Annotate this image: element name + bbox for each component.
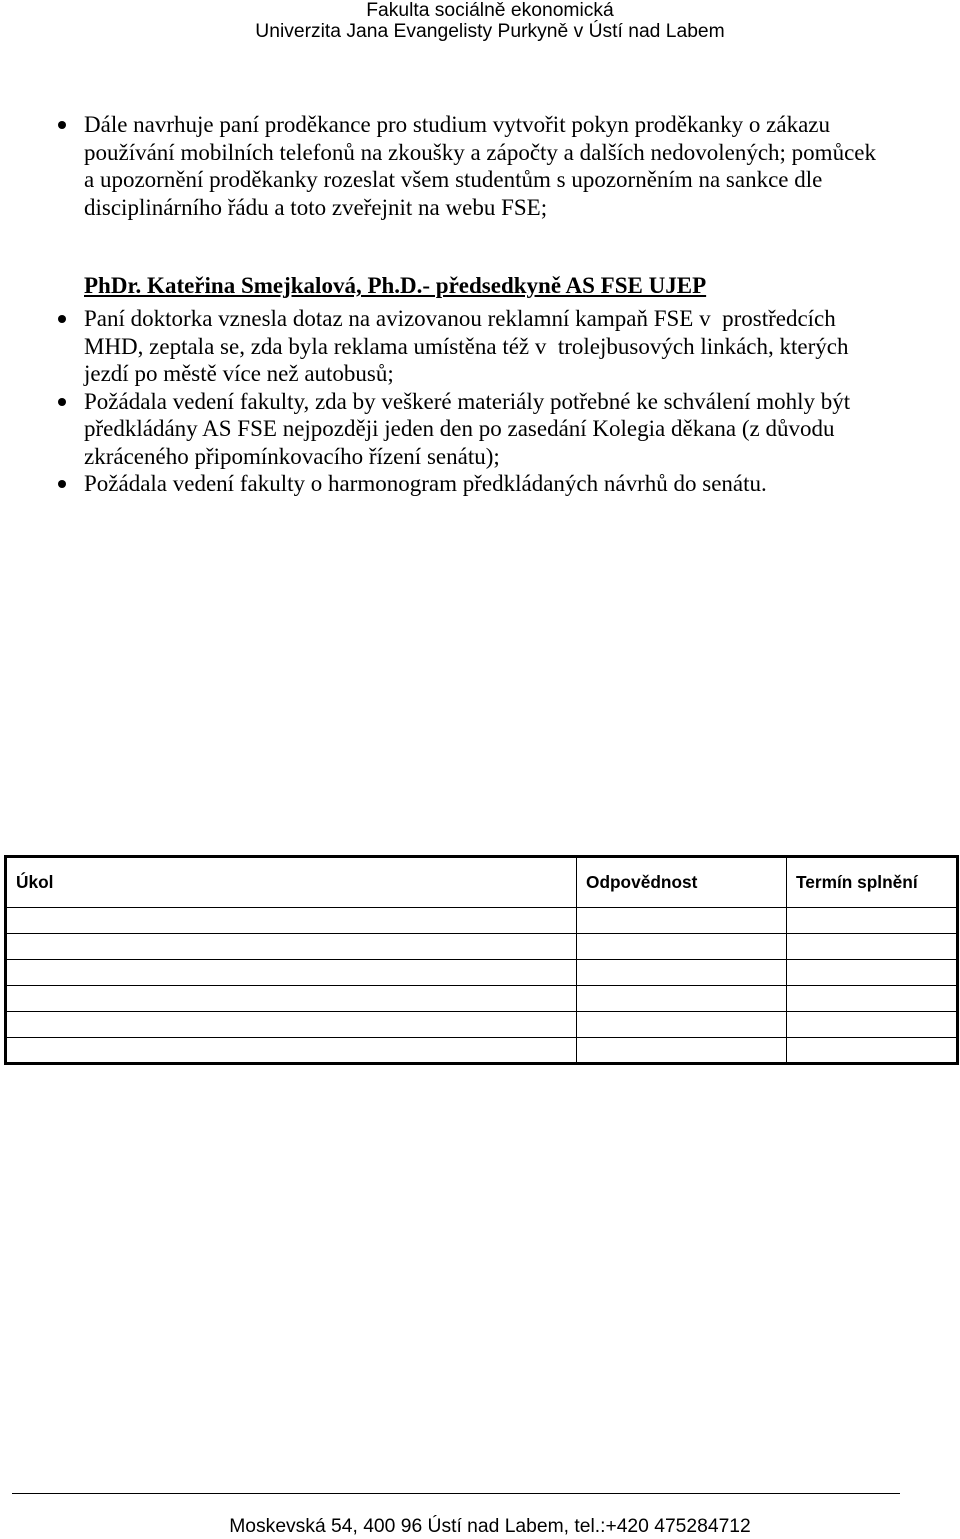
- table-header-row: [6, 857, 958, 908]
- table-cell: [787, 960, 958, 986]
- list-item: [84, 470, 850, 498]
- footer-divider: [12, 1493, 900, 1494]
- column-header-task: Úkol: [6, 857, 577, 908]
- task-table: [4, 855, 959, 1065]
- bullet-icon: [58, 398, 66, 406]
- list-item-line: používání mobilních telefonů na zkoušky a zápočty a dalších nedovolených; pomůcek: [84, 139, 876, 165]
- list-item: [84, 388, 850, 471]
- list-item-line: předkládány AS FSE nejpozději jeden den po zasedání Kolegia děkana (z důvodu: [84, 416, 835, 441]
- table-cell: [787, 1012, 958, 1038]
- table-cell: [6, 960, 577, 986]
- university-name: Univerzita Jana Evangelisty Purkyně v Ústí nad Labem: [255, 21, 725, 42]
- table-cell: [6, 986, 577, 1012]
- table-cell: [577, 1038, 787, 1064]
- bullet-icon: [58, 121, 66, 129]
- list-item-line: Dále navrhuje paní proděkance pro studium vytvořit pokyn proděkanky o zákazu: [84, 112, 830, 137]
- table-cell: [577, 934, 787, 960]
- column-header-responsibility: Odpovědnost: [577, 857, 787, 908]
- table-row: [6, 1038, 958, 1064]
- letterhead: [20, 0, 960, 42]
- list-item-line: jezdí po městě více než autobusů;: [84, 361, 394, 386]
- list-item-line: MHD, zeptala se, zda byla reklama umístěna též v trolejbusových linkách, kterých: [84, 333, 849, 359]
- table-cell: [577, 960, 787, 986]
- list-item-line: Požádala vedení fakulty o harmonogram předkládaných návrhů do senátu.: [84, 471, 767, 496]
- table-cell: [577, 908, 787, 934]
- list-item-line: Paní doktorka vznesla dotaz na avizovanou reklamní kampaň FSE v prostředcích: [84, 306, 836, 331]
- table-row: [6, 934, 958, 960]
- list-item-line: a upozornění proděkanky rozeslat všem studentům s upozorněním na sankce dle: [84, 167, 823, 192]
- table-row: [6, 908, 958, 934]
- table-row: [6, 960, 958, 986]
- table-cell: [577, 1012, 787, 1038]
- list-item-line: Požádala vedení fakulty, zda by veškeré materiály potřebné ke schválení mohly být: [84, 388, 851, 414]
- bullet-icon: [58, 480, 66, 488]
- table-row: [6, 986, 958, 1012]
- table-cell: [6, 1038, 577, 1064]
- table-cell: [577, 986, 787, 1012]
- table-cell: [787, 934, 958, 960]
- proposal-list: [84, 111, 876, 221]
- list-item-line: zkráceného připomínkovacího řízení senátu);: [84, 443, 500, 469]
- column-header-deadline: Termín splnění: [787, 857, 958, 908]
- table-cell: [787, 986, 958, 1012]
- list-item-line: disciplinárního řádu a toto zveřejnit na webu FSE;: [84, 194, 548, 220]
- faculty-name: Fakulta sociálně ekonomická: [366, 0, 614, 21]
- footer-address: Moskevská 54, 400 96 Ústí nad Labem, tel.:+420 475284712: [229, 1516, 751, 1537]
- speaker-heading: PhDr. Kateřina Smejkalová, Ph.D.- předsedkyně AS FSE UJEP: [84, 273, 707, 298]
- table-cell: [6, 908, 577, 934]
- table-cell: [787, 908, 958, 934]
- list-item: [84, 111, 876, 221]
- table-cell: [6, 1012, 577, 1038]
- table-cell: [787, 1038, 958, 1064]
- bullet-icon: [58, 315, 66, 323]
- table-row: [6, 1012, 958, 1038]
- speaker-points-list: [84, 305, 850, 498]
- list-item: [84, 305, 850, 388]
- table-cell: [6, 934, 577, 960]
